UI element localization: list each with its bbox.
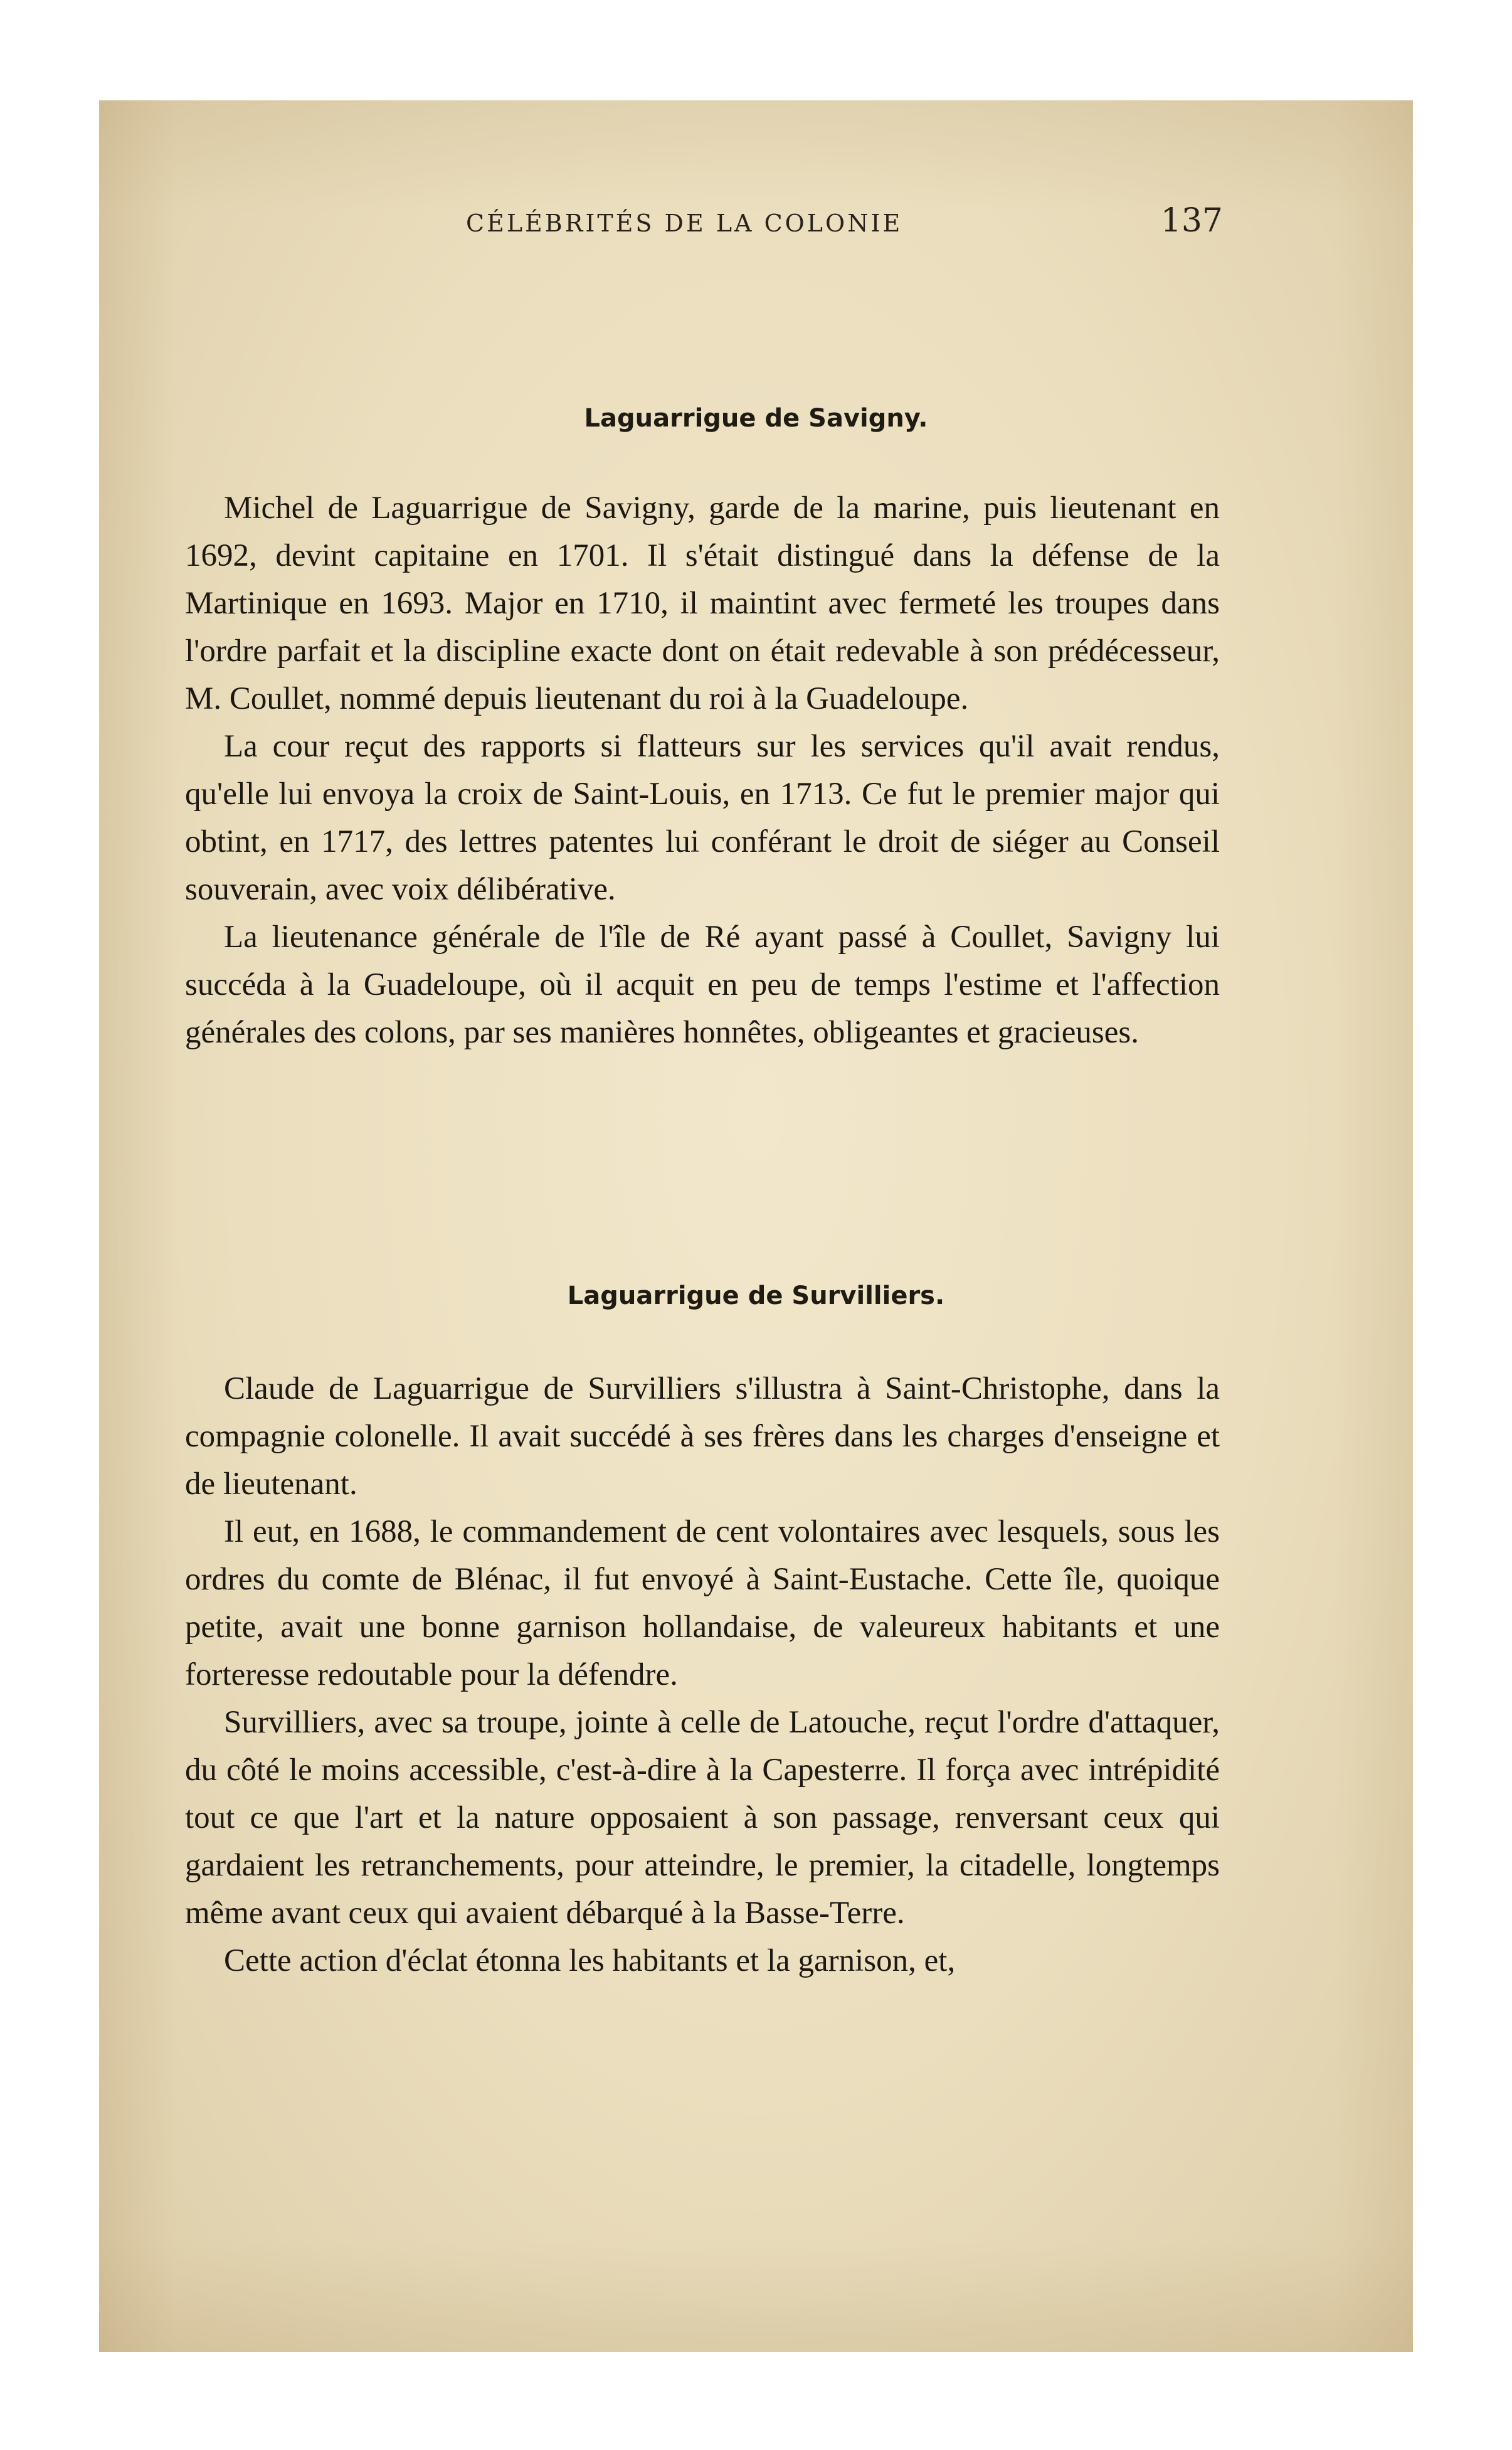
section-title-savigny: Laguarrigue de Savigny. — [584, 404, 928, 433]
paragraph: La lieutenance générale de l'île de Ré ayant passé à Coullet, Savigny lui succéda à la Guadeloupe, où il acquit en peu de temps l'estime et l'affection générales des colons, par ses manières honnêtes, obligeantes et gracieuses. — [185, 920, 1220, 1050]
page-header — [367, 202, 1223, 252]
section-title-survilliers: Laguarrigue de Survilliers. — [567, 1281, 945, 1310]
paragraph: Survilliers, avec sa troupe, jointe à celle de Latouche, reçut l'ordre d'attaquer, du côté le moins accessible, c'est-à-dire à la Capesterre. Il força avec intrépidité tout ce que l'art et la nature opposaient à son passage, renversant ceux qui gardaient les retranchements, pour atteindre, le premier, la citadelle, longtemps même avant ceux qui avaient débarqué à la Basse-Terre. — [185, 1705, 1220, 1931]
section-body-savigny — [185, 484, 1220, 1056]
paragraph: La cour reçut des rapports si flatteurs sur les services qu'il avait rendus, qu'elle lui envoya la croix de Saint-Louis, en 1713. Ce fut le premier major qui obtint, en 1717, des lettres patentes lui conférant le droit de siéger au Conseil souverain, avec voix délibérative. — [185, 729, 1220, 907]
paragraph: Cette action d'éclat étonna les habitants et la garnison, et, — [224, 1943, 956, 1978]
paragraph: Claude de Laguarrigue de Survilliers s'illustra à Saint-Christophe, dans la compagnie colonelle. Il avait succédé à ses frères dans les charges d'enseigne et de lieutenant. — [185, 1371, 1220, 1502]
running-head: CÉLÉBRITÉS DE LA COLONIE — [466, 209, 903, 237]
book-page — [99, 100, 1413, 2352]
page-number: 137 — [1160, 202, 1223, 240]
paragraph: Michel de Laguarrigue de Savigny, garde de la marine, puis lieutenant en 1692, devint capitaine en 1701. Il s'était distingué dans la défense de la Martinique en 1693. Major en 1710, il maintint avec fermeté les troupes dans l'ordre parfait et la discipline exacte dont on était redevable à son prédécesseur, M. Coullet, nommé depuis lieutenant du roi à la Guadeloupe. — [185, 491, 1220, 716]
section-body-survilliers — [185, 1365, 1220, 1985]
paragraph: Il eut, en 1688, le commandement de cent volontaires avec lesquels, sous les ordres du comte de Blénac, il fut envoyé à Saint-Eustache. Cette île, quoique petite, avait une bonne garnison hollandaise, de valeureux habitants et une forteresse redoutable pour la défendre. — [185, 1514, 1220, 1692]
